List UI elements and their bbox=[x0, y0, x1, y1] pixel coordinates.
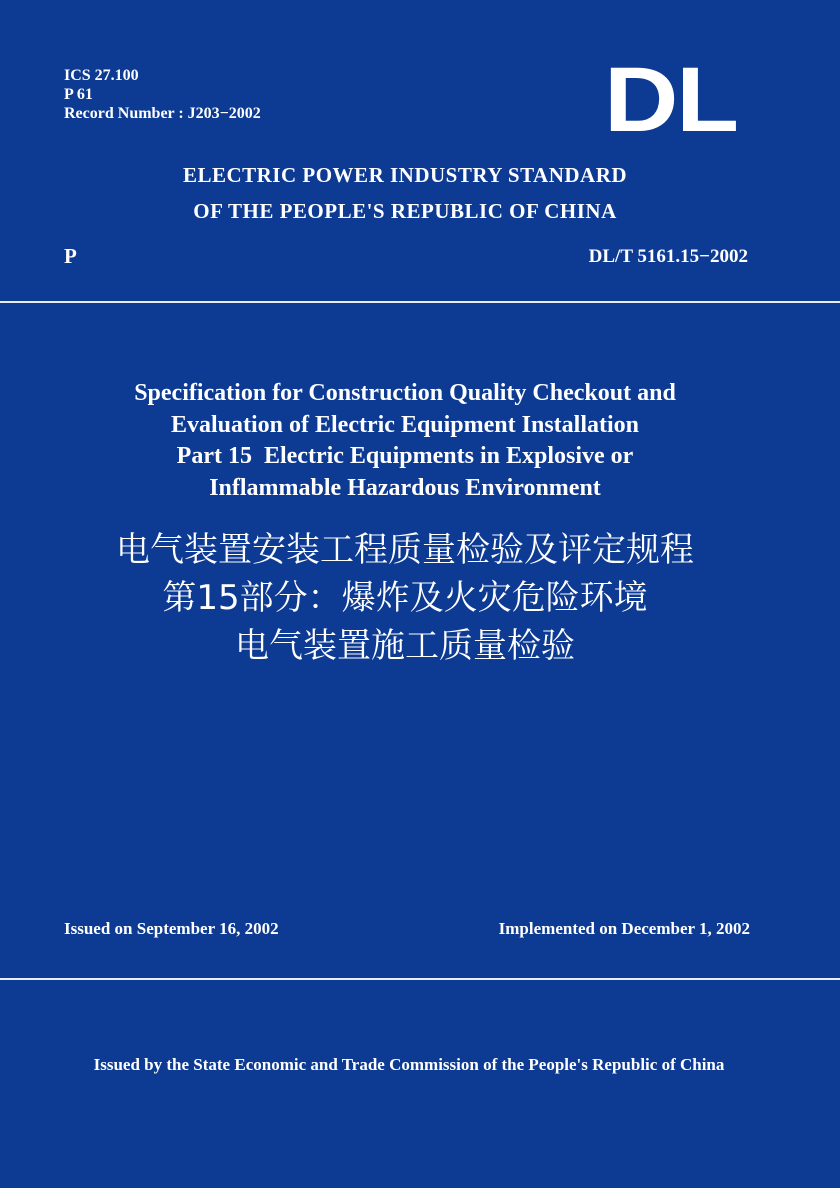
standard-header-line2: OF THE PEOPLE'S REPUBLIC OF CHINA bbox=[193, 199, 617, 223]
chinese-title-line: 电气装置安装工程质量检验及评定规程 bbox=[116, 530, 694, 570]
english-title-line: Evaluation of Electric Equipment Installation bbox=[170, 411, 640, 438]
chinese-title-line: 第15部分：爆炸及火灾危险环境 bbox=[162, 578, 648, 618]
top-divider bbox=[0, 301, 840, 303]
bottom-divider bbox=[0, 978, 840, 980]
standard-header-line1: ELECTRIC POWER INDUSTRY STANDARD bbox=[182, 163, 628, 187]
classification-block bbox=[64, 66, 261, 123]
english-title-line: Part 15 Electric Equipments in Explosive or bbox=[176, 443, 634, 469]
english-title-line: Specification for Construction Quality Checkout and bbox=[134, 380, 676, 406]
issued-date: Issued on September 16, 2002 bbox=[64, 919, 279, 938]
category-letter: P bbox=[64, 244, 77, 268]
issuer-footer: Issued by the State Economic and Trade Commission of the People's Republic of China bbox=[93, 1055, 725, 1074]
english-title bbox=[0, 378, 810, 504]
chinese-title-line: 电气装置施工质量检验 bbox=[235, 626, 575, 666]
ics-code: ICS 27.100 bbox=[64, 67, 139, 84]
english-title-line: Inflammable Hazardous Environment bbox=[209, 474, 601, 501]
dl-logo: DL bbox=[604, 49, 737, 151]
standard-code: DL/T 5161.15−2002 bbox=[588, 246, 748, 267]
chinese-title bbox=[0, 526, 810, 670]
record-number: Record Number : J203−2002 bbox=[64, 105, 261, 122]
class-code: P 61 bbox=[64, 86, 93, 103]
implemented-date: Implemented on December 1, 2002 bbox=[498, 919, 750, 938]
